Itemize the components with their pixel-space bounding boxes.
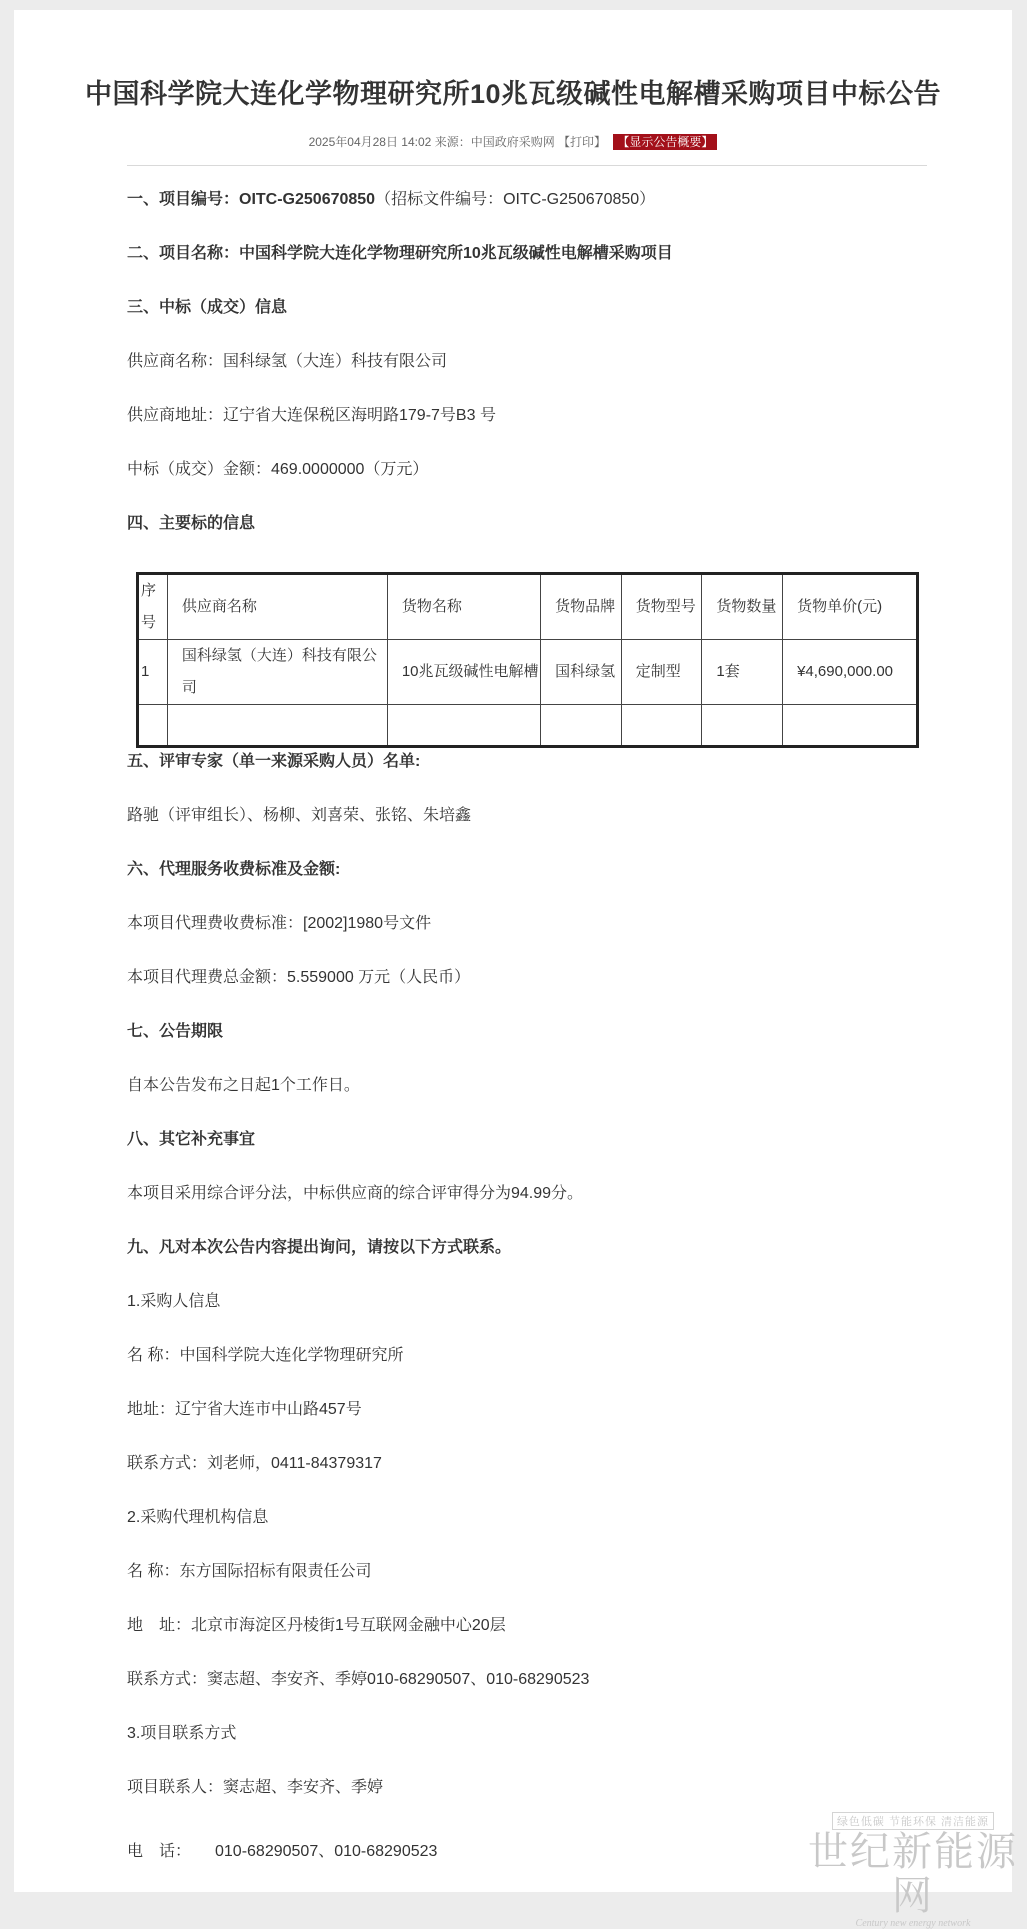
buyer-info-title: 1.采购人信息 <box>127 1293 221 1310</box>
table-cell: ¥4,690,000.00 <box>783 640 918 705</box>
table-cell: 10兆瓦级碱性电解槽 <box>387 640 540 705</box>
title-divider <box>127 165 927 166</box>
supplier-name: 供应商名称：国科绿氢（大连）科技有限公司 <box>127 353 448 370</box>
table-header-cell: 货物型号 <box>621 574 702 640</box>
table-cell <box>138 705 168 747</box>
section-7-heading: 七、公告期限 <box>127 1023 224 1040</box>
project-number: 一、项目编号：OITC-G250670850 <box>127 191 376 208</box>
section-2-project-name: 二、项目名称：中国科学院大连化学物理研究所10兆瓦级碱性电解槽采购项目 <box>127 245 673 262</box>
table-cell: 1套 <box>702 640 783 705</box>
section-3-heading: 三、中标（成交）信息 <box>127 299 288 316</box>
fee-total: 本项目代理费总金额：5.559000 万元（人民币） <box>127 969 471 986</box>
print-link[interactable]: 【打印】 <box>558 135 607 149</box>
table-header-cell: 货物数量 <box>702 574 783 640</box>
table-row <box>138 640 918 705</box>
agent-address: 地 址：北京市海淀区丹棱街1号互联网金融中心20层 <box>127 1617 506 1634</box>
table-cell <box>387 705 540 747</box>
source-label: 来源：中国政府采购网 <box>434 135 555 149</box>
table-header-cell: 序号 <box>138 574 168 640</box>
agent-contact: 联系方式：窦志超、李安齐、季婷010-68290507、010-68290523 <box>127 1671 590 1688</box>
project-contact-phone: 电 话： 010-68290507、010-68290523 <box>127 1843 438 1860</box>
table-cell: 国科绿氢（大连）科技有限公司 <box>167 640 387 705</box>
buyer-name: 名 称：中国科学院大连化学物理研究所 <box>127 1347 404 1364</box>
table-cell <box>783 705 918 747</box>
section-9-heading: 九、凡对本次公告内容提出询问，请按以下方式联系。 <box>127 1239 512 1256</box>
fee-standard: 本项目代理费收费标准：[2002]1980号文件 <box>127 915 432 932</box>
table-header-row <box>138 574 918 640</box>
table-cell <box>541 705 622 747</box>
table-cell: 1 <box>138 640 168 705</box>
section-4-heading: 四、主要标的信息 <box>127 515 256 532</box>
table-cell <box>167 705 387 747</box>
agent-info-title: 2.采购代理机构信息 <box>127 1509 269 1526</box>
section-1-project-number <box>127 190 655 210</box>
subject-table <box>136 572 919 748</box>
table-row-empty <box>138 705 918 747</box>
watermark-slogan: 绿色低碳 节能环保 清洁能源 <box>832 1812 994 1830</box>
supplier-address: 供应商地址：辽宁省大连保税区海明路179-7号B3 号 <box>127 407 496 424</box>
section-6-heading: 六、代理服务收费标准及金额: <box>127 861 341 878</box>
table-header-cell: 货物单价(元) <box>783 574 918 640</box>
expert-list: 路驰（评审组长）、杨柳、刘喜荣、张铭、朱培鑫 <box>127 807 472 824</box>
show-summary-button[interactable]: 【显示公告概要】 <box>613 134 717 150</box>
section-5-heading: 五、评审专家（单一来源采购人员）名单: <box>127 753 421 770</box>
table-cell: 定制型 <box>621 640 702 705</box>
meta-line <box>14 133 1012 150</box>
project-contact-title: 3.项目联系方式 <box>127 1725 237 1742</box>
buyer-address: 地址：辽宁省大连市中山路457号 <box>127 1401 362 1418</box>
award-amount: 中标（成交）金额：469.0000000（万元） <box>127 461 429 478</box>
table-cell <box>702 705 783 747</box>
project-contact-people: 项目联系人：窦志超、李安齐、季婷 <box>127 1779 384 1796</box>
table-header-cell: 货物品牌 <box>541 574 622 640</box>
publish-datetime: 2025年04月28日 14:02 <box>308 135 432 149</box>
table-cell <box>621 705 702 747</box>
announcement-period: 自本公告发布之日起1个工作日。 <box>127 1077 360 1094</box>
table-cell: 国科绿氢 <box>541 640 622 705</box>
announcement-page <box>14 10 1012 1892</box>
agent-name: 名 称：东方国际招标有限责任公司 <box>127 1563 372 1580</box>
section-8-heading: 八、其它补充事宜 <box>127 1131 256 1148</box>
table-header-cell: 供应商名称 <box>167 574 387 640</box>
watermark-logo-text: 世纪新能源网 <box>808 1829 1018 1919</box>
table-header-cell: 货物名称 <box>387 574 540 640</box>
watermark-english: Century new energy network <box>855 1918 971 1929</box>
page-title: 中国科学院大连化学物理研究所10兆瓦级碱性电解槽采购项目中标公告 <box>84 79 942 109</box>
supplement-text: 本项目采用综合评分法，中标供应商的综合评审得分为94.99分。 <box>127 1185 584 1202</box>
buyer-contact: 联系方式：刘老师，0411-84379317 <box>127 1455 382 1472</box>
tender-doc-number: （招标文件编号：OITC-G250670850） <box>375 191 656 208</box>
